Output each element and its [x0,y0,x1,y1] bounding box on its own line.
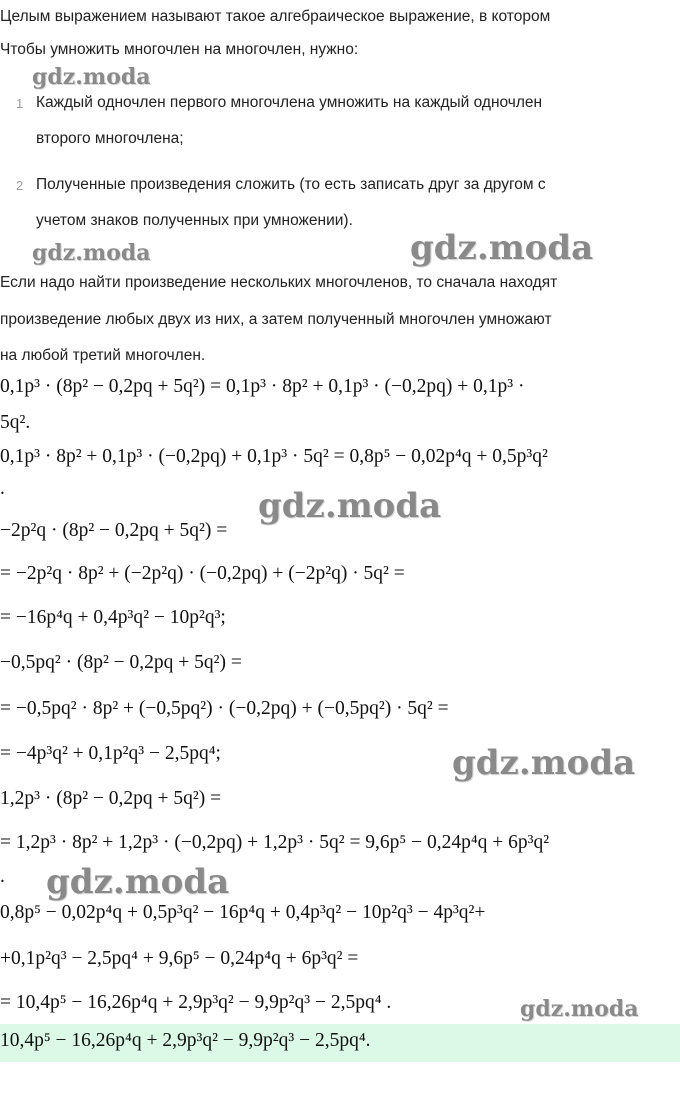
list-item-2-line-b: учетом знаков полученных при умножении). [36,212,353,229]
text-line-2: Чтобы умножить многочлен на многочлен, нужно: [0,41,359,58]
math-line-1b: 5q². [0,412,31,433]
math-line-1a: 0,1p³ · (8p² − 0,2pq + 5q²) = 0,1p³ · 8p² + 0,1p³ · (−0,2pq) + 0,1p³ · [0,376,525,397]
paragraph-line-c: на любой третий многочлен. [0,347,206,364]
list-number-2: 2 [16,178,24,193]
watermark-logo: gdz.moda [258,486,442,526]
math-line-12: +0,1p²q³ − 2,5pq⁴ + 9,6p⁵ − 0,24p⁴q + 6p³q² = [0,948,359,969]
list-number-1: 1 [16,96,24,111]
math-line-4: = −2p²q · 8p² + (−2p²q) · (−0,2pq) + (−2p²q) · 5q² = [0,563,405,584]
watermark-logo: gdz.moda [46,862,230,902]
math-line-10b: . [0,866,5,887]
list-item-1-line-a: Каждый одночлен первого многочлена умножить на каждый одночлен [36,94,543,111]
watermark-logo: gdz.moda [520,996,639,1022]
list-item-1-line-b: второго многочлена; [36,130,184,147]
paragraph-line-b: произведение любых двух из них, а затем полученный многочлен умножают [0,311,552,328]
math-line-5: = −16p⁴q + 0,4p³q² − 10p²q³; [0,607,226,628]
math-line-6: −0,5pq² · (8p² − 0,2pq + 5q²) = [0,652,242,673]
math-line-3: −2p²q · (8p² − 0,2pq + 5q²) = [0,520,228,541]
list-item-2-line-a: Полученные произведения сложить (то есть записать друг за другом с [36,176,546,193]
math-line-11: 0,8p⁵ − 0,02p⁴q + 0,5p³q² − 16p⁴q + 0,4p³q² − 10p²q³ − 4p³q²+ [0,902,486,923]
answer-highlight [0,1024,680,1062]
math-line-9: 1,2p³ · (8p² − 0,2pq + 5q²) = [0,788,222,809]
answer-text: 10,4p⁵ − 16,26p⁴q + 2,9p³q² − 9,9p²q³ − 2,5pq⁴. [0,1030,371,1051]
watermark-logo: gdz.moda [410,228,594,268]
math-line-13: = 10,4p⁵ − 16,26p⁴q + 2,9p³q² − 9,9p²q³ − 2,5pq⁴ . [0,992,392,1013]
math-line-8: = −4p³q² + 0,1p²q³ − 2,5pq⁴; [0,743,221,764]
math-line-10: = 1,2p³ · 8p² + 1,2p³ · (−0,2pq) + 1,2p³ · 5q² = 9,6p⁵ − 0,24p⁴q + 6p³q² [0,832,550,853]
math-line-2b: . [0,478,5,499]
math-line-7: = −0,5pq² · 8p² + (−0,5pq²) · (−0,2pq) + (−0,5pq²) · 5q² = [0,698,449,719]
paragraph-line-a: Если надо найти произведение нескольких многочленов, то сначала находят [0,274,558,291]
watermark-logo: gdz.moda [32,64,151,90]
math-line-2a: 0,1p³ · 8p² + 0,1p³ · (−0,2pq) + 0,1p³ · 5q² = 0,8p⁵ − 0,02p⁴q + 0,5p³q² [0,446,548,467]
text-line-1: Целым выражением называют такое алгебраическое выражение, в котором [0,8,551,25]
watermark-logo: gdz.moda [452,743,636,783]
watermark-logo: gdz.moda [32,240,151,266]
